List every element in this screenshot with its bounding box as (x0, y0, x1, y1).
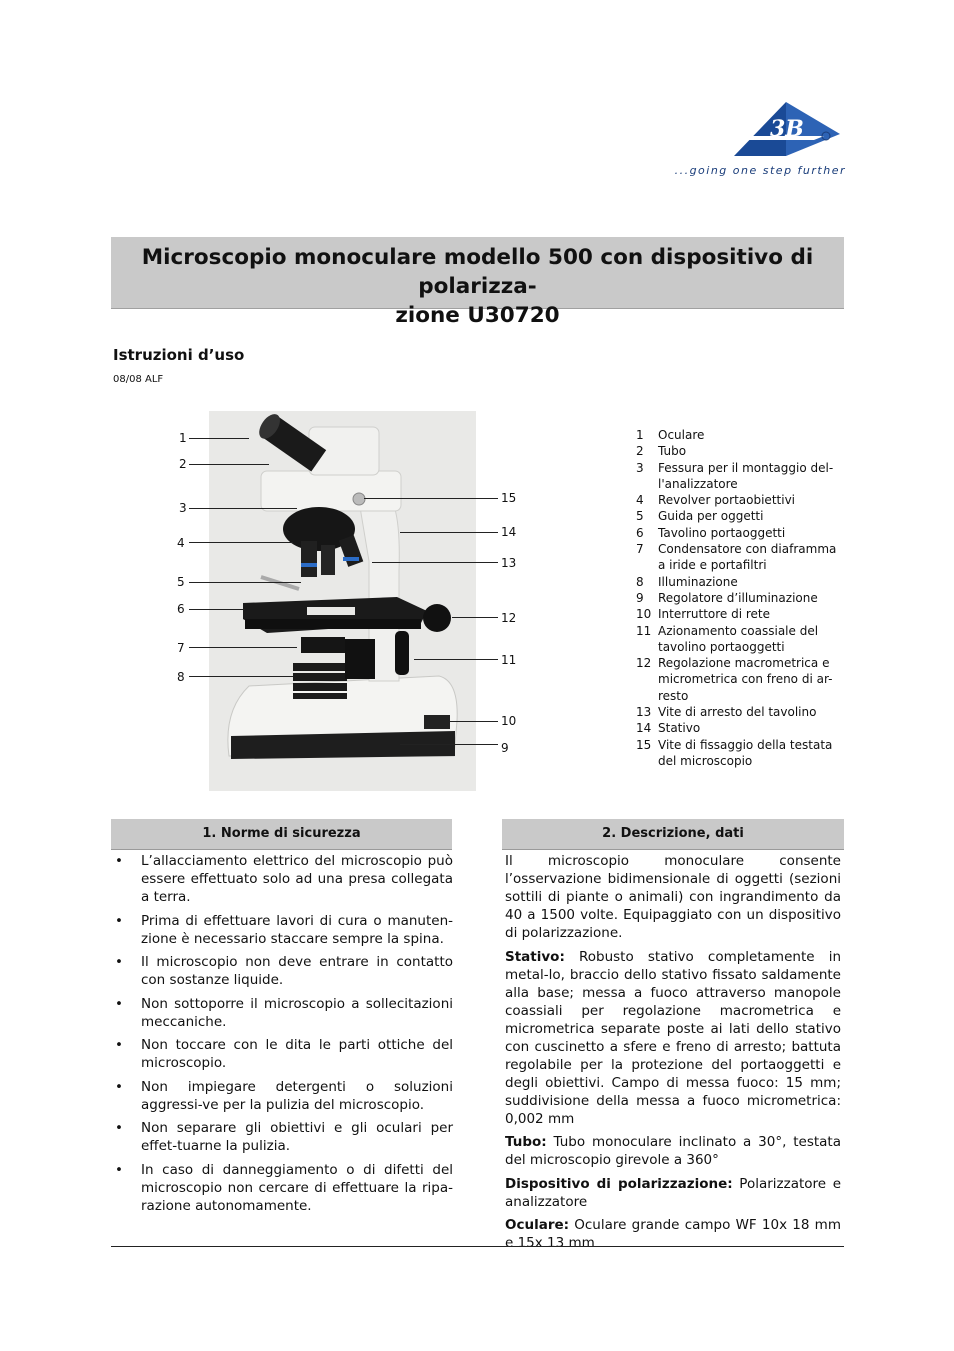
legend-number: 7 (636, 542, 644, 557)
title-banner (111, 237, 844, 328)
legend-label: Azionamento coassiale del tavolino portaoggetti (658, 623, 819, 654)
paragraph-label: Tubo: (505, 1134, 547, 1150)
description-paragraph (505, 1133, 841, 1169)
legend-number: 1 (636, 428, 644, 442)
section-heading-description: 2. Descrizione, dati (502, 819, 844, 850)
list-item: • Prima di effettuare lavori di cura o manuten-zione è necessario staccare sempre la spina. (111, 912, 453, 948)
callout-12: 12 (501, 611, 517, 625)
paragraph-text: Polarizzatore e analizzatore (505, 1175, 841, 1210)
footer-divider (111, 1246, 844, 1247)
callout-line-1 (189, 438, 249, 439)
callout-11: 11 (501, 653, 517, 667)
callout-line-3 (189, 508, 297, 509)
legend-item (636, 443, 846, 459)
logo-triangle-icon (674, 96, 846, 162)
legend-label: Regolatore d’illuminazione (658, 590, 818, 605)
callout-line-2 (189, 464, 269, 465)
legend-item (636, 704, 846, 720)
callout-line-6 (189, 609, 245, 610)
legend-item (636, 737, 846, 770)
description-paragraph (505, 1175, 841, 1211)
legend-number: 11 (636, 623, 652, 638)
callout-6: 6 (177, 602, 185, 616)
microscope-illustration (209, 411, 476, 791)
legend-number: 5 (636, 509, 644, 524)
legend-label: Oculare (658, 428, 705, 442)
legend-number: 3 (636, 460, 644, 475)
callout-7: 7 (177, 641, 185, 655)
parts-legend (636, 427, 846, 769)
page-title (111, 237, 844, 330)
legend-number: 6 (636, 525, 644, 540)
safety-list (111, 852, 453, 1215)
safety-list-column (111, 852, 453, 1220)
legend-number: 10 (636, 607, 652, 622)
legend-number: 8 (636, 574, 644, 589)
callout-line-10 (442, 721, 498, 722)
legend-number: 12 (636, 656, 652, 671)
list-item: • Non toccare con le dita le parti ottiche del microscopio. (111, 1036, 453, 1072)
legend-number: 2 (636, 444, 644, 459)
legend-label: Interruttore di rete (658, 607, 771, 622)
callout-line-13 (372, 562, 498, 563)
legend-number: 15 (636, 737, 652, 752)
legend-label: Vite di fissaggio della testata del microscopio (658, 737, 833, 768)
description-column (505, 852, 841, 1258)
legend-item (636, 590, 846, 606)
description-intro: Il microscopio monoculare consente l’osservazione bidimensionale di oggetti (sezioni sottili di piante o animali) con ingrandimento da 40 a 1500 volte. Equipaggiato con un dispositivo di polarizzazione. (505, 853, 841, 941)
callout-line-14 (400, 532, 498, 533)
legend-number: 9 (636, 590, 644, 605)
document-subtitle: Istruzioni d’uso (113, 346, 245, 364)
legend-item (636, 541, 846, 574)
legend-label: Fessura per il montaggio del- l'analizzatore (658, 460, 834, 491)
section-heading-safety: 1. Norme di sicurezza (111, 819, 452, 850)
document-date-code: 08/08 ALF (113, 374, 164, 385)
page-title-line-1: Microscopio monoculare modello 500 con dispositivo di polarizza- (141, 245, 814, 299)
callout-10: 10 (501, 714, 517, 728)
legend-item (636, 655, 846, 704)
callout-14: 14 (501, 525, 517, 539)
legend-label: Stativo (658, 721, 701, 736)
callout-2: 2 (179, 457, 187, 471)
paragraph-text: Tubo monoculare inclinato a 30°, testata del microscopio girevole a 360° (505, 1134, 841, 1168)
legend-label: Tavolino portaoggetti (658, 525, 786, 540)
callout-line-15 (364, 498, 498, 499)
legend-label: Vite di arresto del tavolino (658, 705, 817, 720)
callout-4: 4 (177, 536, 185, 550)
legend-item (636, 460, 846, 493)
list-item: • Non sottoporre il microscopio a sollecitazioni meccaniche. (111, 995, 453, 1031)
legend-label: Regolazione macrometrica e micrometrica con freno di ar-resto (658, 656, 833, 703)
logo-tagline: ...going one step further (674, 164, 846, 177)
legend-number: 13 (636, 705, 652, 720)
legend-label: Condensatore con diaframma a iride e portafiltri (658, 542, 837, 573)
callout-8: 8 (177, 670, 185, 684)
legend-label: Guida per oggetti (658, 509, 764, 524)
callout-line-12 (452, 617, 498, 618)
callout-line-8 (189, 676, 293, 677)
callout-line-4 (189, 542, 293, 543)
callout-15: 15 (501, 491, 517, 505)
paragraph-label: Oculare: (505, 1217, 570, 1233)
description-paragraph (505, 948, 841, 1128)
callout-line-5 (189, 582, 301, 583)
callout-13: 13 (501, 556, 517, 570)
brand-logo (674, 96, 846, 188)
paragraph-label: Dispositivo di polarizzazione: (505, 1175, 733, 1192)
legend-label: Illuminazione (658, 574, 738, 589)
legend-item (636, 606, 846, 622)
list-item: • Non impiegare detergenti o soluzioni aggressi-ve per la pulizia del microscopio. (111, 1078, 453, 1114)
paragraph-label: Stativo: (505, 948, 565, 965)
callout-1: 1 (179, 431, 187, 445)
list-item: • In caso di danneggiamento o di difetti del microscopio non cercare di effettuare la ripa-razione autonomamente. (111, 1161, 453, 1215)
legend-label: Tubo (658, 444, 687, 459)
callout-5: 5 (177, 575, 185, 589)
microscope-photo (209, 411, 476, 791)
callout-line-7 (189, 647, 297, 648)
callout-line-9 (400, 744, 498, 745)
legend-item (636, 492, 846, 508)
legend-number: 14 (636, 721, 652, 736)
callout-9: 9 (501, 741, 509, 755)
callout-3: 3 (179, 501, 187, 515)
page-title-line-2: zione U30720 (395, 303, 560, 328)
legend-item (636, 525, 846, 541)
legend-item (636, 574, 846, 590)
legend-number: 4 (636, 493, 644, 508)
paragraph-text: Oculare grande campo WF 10x 18 mm e 15x 13 mm (505, 1217, 841, 1251)
list-item: • Il microscopio non deve entrare in contatto con sostanze liquide. (111, 953, 453, 989)
callout-line-11 (414, 659, 498, 660)
svg-text:3B: 3B (770, 116, 804, 142)
legend-label: Revolver portaobiettivi (658, 493, 795, 508)
legend-item (636, 720, 846, 736)
list-item: • L’allacciamento elettrico del microscopio può essere effettuato solo ad una presa collegata a terra. (111, 852, 453, 906)
legend-item (636, 508, 846, 524)
legend-item (636, 623, 846, 656)
list-item: • Non separare gli obiettivi e gli oculari per effet-tuarne la pulizia. (111, 1119, 453, 1155)
paragraph-text: Robusto stativo completamente in metal-lo, braccio dello stativo fissato saldamente alla base; messa a fuoco attraverso manopole coassiali per regolazione macrometrica e micrometrica separate poste ai lati dello stativo con cuscinetto a sfere e freno di arresto; battuta regolabile per la protezione del portaoggetti e degli obiettivi. Campo di messa fuoco: 15 mm; suddivisione della messa a fuoco micrometrica: 0,002 mm (505, 948, 841, 1127)
legend-item (636, 427, 846, 443)
